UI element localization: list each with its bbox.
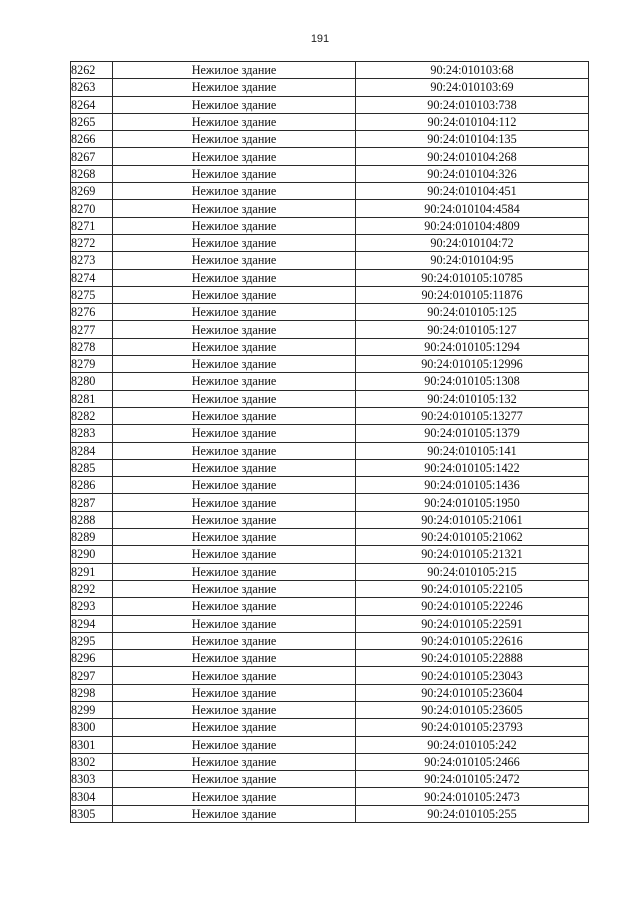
registry-table-body [71, 62, 589, 823]
object-type-cell: Нежилое здание [113, 356, 356, 373]
object-type-cell: Нежилое здание [113, 598, 356, 615]
cadastral-number-cell: 90:24:010104:4809 [356, 217, 589, 234]
row-number-cell: 8278 [71, 338, 113, 355]
row-number-cell: 8304 [71, 788, 113, 805]
table-row [71, 580, 589, 597]
object-type-cell: Нежилое здание [113, 650, 356, 667]
row-number-cell: 8279 [71, 356, 113, 373]
table-row [71, 148, 589, 165]
table-row [71, 598, 589, 615]
table-row [71, 338, 589, 355]
row-number-cell: 8281 [71, 390, 113, 407]
table-row [71, 529, 589, 546]
row-number-cell: 8276 [71, 304, 113, 321]
table-row [71, 304, 589, 321]
row-number-cell: 8268 [71, 165, 113, 182]
object-type-cell: Нежилое здание [113, 667, 356, 684]
cadastral-number-cell: 90:24:010105:22616 [356, 632, 589, 649]
table-row [71, 165, 589, 182]
cadastral-number-cell: 90:24:010105:10785 [356, 269, 589, 286]
row-number-cell: 8275 [71, 286, 113, 303]
table-row [71, 373, 589, 390]
table-row [71, 200, 589, 217]
cadastral-number-cell: 90:24:010104:451 [356, 183, 589, 200]
table-row [71, 286, 589, 303]
table-row [71, 252, 589, 269]
table-row [71, 390, 589, 407]
object-type-cell: Нежилое здание [113, 459, 356, 476]
table-row [71, 113, 589, 130]
object-type-cell: Нежилое здание [113, 269, 356, 286]
cadastral-number-cell: 90:24:010105:21061 [356, 511, 589, 528]
cadastral-number-cell: 90:24:010105:1379 [356, 425, 589, 442]
object-type-cell: Нежилое здание [113, 234, 356, 251]
object-type-cell: Нежилое здание [113, 252, 356, 269]
table-row [71, 459, 589, 476]
table-row [71, 494, 589, 511]
object-type-cell: Нежилое здание [113, 165, 356, 182]
cadastral-number-cell: 90:24:010105:1308 [356, 373, 589, 390]
object-type-cell: Нежилое здание [113, 442, 356, 459]
cadastral-number-cell: 90:24:010105:215 [356, 563, 589, 580]
object-type-cell: Нежилое здание [113, 580, 356, 597]
row-number-cell: 8296 [71, 650, 113, 667]
object-type-cell: Нежилое здание [113, 131, 356, 148]
table-row [71, 425, 589, 442]
cadastral-number-cell: 90:24:010105:1436 [356, 477, 589, 494]
object-type-cell: Нежилое здание [113, 684, 356, 701]
object-type-cell: Нежилое здание [113, 771, 356, 788]
object-type-cell: Нежилое здание [113, 338, 356, 355]
object-type-cell: Нежилое здание [113, 79, 356, 96]
row-number-cell: 8297 [71, 667, 113, 684]
row-number-cell: 8282 [71, 407, 113, 424]
table-row [71, 217, 589, 234]
cadastral-number-cell: 90:24:010105:2473 [356, 788, 589, 805]
property-registry-table [70, 61, 589, 823]
cadastral-number-cell: 90:24:010105:13277 [356, 407, 589, 424]
cadastral-number-cell: 90:24:010105:22591 [356, 615, 589, 632]
cadastral-number-cell: 90:24:010105:1422 [356, 459, 589, 476]
row-number-cell: 8285 [71, 459, 113, 476]
object-type-cell: Нежилое здание [113, 701, 356, 718]
row-number-cell: 8288 [71, 511, 113, 528]
cadastral-number-cell: 90:24:010105:255 [356, 805, 589, 822]
table-row [71, 62, 589, 79]
object-type-cell: Нежилое здание [113, 200, 356, 217]
row-number-cell: 8287 [71, 494, 113, 511]
object-type-cell: Нежилое здание [113, 805, 356, 822]
cadastral-number-cell: 90:24:010104:4584 [356, 200, 589, 217]
table-row [71, 615, 589, 632]
cadastral-number-cell: 90:24:010105:22888 [356, 650, 589, 667]
table-row [71, 79, 589, 96]
object-type-cell: Нежилое здание [113, 425, 356, 442]
cadastral-number-cell: 90:24:010104:135 [356, 131, 589, 148]
cadastral-number-cell: 90:24:010105:242 [356, 736, 589, 753]
object-type-cell: Нежилое здание [113, 217, 356, 234]
cadastral-number-cell: 90:24:010105:141 [356, 442, 589, 459]
row-number-cell: 8284 [71, 442, 113, 459]
row-number-cell: 8286 [71, 477, 113, 494]
table-row [71, 684, 589, 701]
row-number-cell: 8265 [71, 113, 113, 130]
object-type-cell: Нежилое здание [113, 96, 356, 113]
cadastral-number-cell: 90:24:010105:23043 [356, 667, 589, 684]
row-number-cell: 8294 [71, 615, 113, 632]
row-number-cell: 8272 [71, 234, 113, 251]
row-number-cell: 8293 [71, 598, 113, 615]
table-row [71, 701, 589, 718]
cadastral-number-cell: 90:24:010104:95 [356, 252, 589, 269]
row-number-cell: 8262 [71, 62, 113, 79]
object-type-cell: Нежилое здание [113, 632, 356, 649]
row-number-cell: 8291 [71, 563, 113, 580]
object-type-cell: Нежилое здание [113, 753, 356, 770]
row-number-cell: 8274 [71, 269, 113, 286]
cadastral-number-cell: 90:24:010105:1950 [356, 494, 589, 511]
object-type-cell: Нежилое здание [113, 546, 356, 563]
cadastral-number-cell: 90:24:010105:23605 [356, 701, 589, 718]
table-row [71, 632, 589, 649]
row-number-cell: 8305 [71, 805, 113, 822]
table-row [71, 771, 589, 788]
row-number-cell: 8267 [71, 148, 113, 165]
row-number-cell: 8295 [71, 632, 113, 649]
cadastral-number-cell: 90:24:010104:72 [356, 234, 589, 251]
object-type-cell: Нежилое здание [113, 373, 356, 390]
object-type-cell: Нежилое здание [113, 304, 356, 321]
object-type-cell: Нежилое здание [113, 511, 356, 528]
object-type-cell: Нежилое здание [113, 563, 356, 580]
cadastral-number-cell: 90:24:010104:112 [356, 113, 589, 130]
row-number-cell: 8277 [71, 321, 113, 338]
cadastral-number-cell: 90:24:010105:21321 [356, 546, 589, 563]
object-type-cell: Нежилое здание [113, 615, 356, 632]
table-row [71, 96, 589, 113]
cadastral-number-cell: 90:24:010103:69 [356, 79, 589, 96]
row-number-cell: 8273 [71, 252, 113, 269]
table-row [71, 321, 589, 338]
object-type-cell: Нежилое здание [113, 788, 356, 805]
table-row [71, 511, 589, 528]
table-row [71, 546, 589, 563]
cadastral-number-cell: 90:24:010103:68 [356, 62, 589, 79]
object-type-cell: Нежилое здание [113, 286, 356, 303]
cadastral-number-cell: 90:24:010105:11876 [356, 286, 589, 303]
cadastral-number-cell: 90:24:010105:127 [356, 321, 589, 338]
row-number-cell: 8280 [71, 373, 113, 390]
object-type-cell: Нежилое здание [113, 390, 356, 407]
row-number-cell: 8301 [71, 736, 113, 753]
row-number-cell: 8292 [71, 580, 113, 597]
object-type-cell: Нежилое здание [113, 407, 356, 424]
table-row [71, 805, 589, 822]
table-row [71, 269, 589, 286]
table-row [71, 563, 589, 580]
table-row [71, 477, 589, 494]
table-row [71, 407, 589, 424]
table-row [71, 650, 589, 667]
row-number-cell: 8303 [71, 771, 113, 788]
object-type-cell: Нежилое здание [113, 736, 356, 753]
cadastral-number-cell: 90:24:010105:23604 [356, 684, 589, 701]
row-number-cell: 8299 [71, 701, 113, 718]
cadastral-number-cell: 90:24:010105:125 [356, 304, 589, 321]
table-row [71, 719, 589, 736]
row-number-cell: 8289 [71, 529, 113, 546]
cadastral-number-cell: 90:24:010105:1294 [356, 338, 589, 355]
row-number-cell: 8271 [71, 217, 113, 234]
cadastral-number-cell: 90:24:010105:2472 [356, 771, 589, 788]
cadastral-number-cell: 90:24:010105:2466 [356, 753, 589, 770]
cadastral-number-cell: 90:24:010104:326 [356, 165, 589, 182]
table-row [71, 736, 589, 753]
row-number-cell: 8263 [71, 79, 113, 96]
table-row [71, 356, 589, 373]
row-number-cell: 8270 [71, 200, 113, 217]
row-number-cell: 8298 [71, 684, 113, 701]
object-type-cell: Нежилое здание [113, 62, 356, 79]
row-number-cell: 8300 [71, 719, 113, 736]
page-number: 191 [310, 33, 330, 45]
table-row [71, 442, 589, 459]
row-number-cell: 8302 [71, 753, 113, 770]
object-type-cell: Нежилое здание [113, 719, 356, 736]
object-type-cell: Нежилое здание [113, 529, 356, 546]
object-type-cell: Нежилое здание [113, 148, 356, 165]
cadastral-number-cell: 90:24:010105:22105 [356, 580, 589, 597]
row-number-cell: 8269 [71, 183, 113, 200]
table-row [71, 234, 589, 251]
cadastral-number-cell: 90:24:010105:132 [356, 390, 589, 407]
cadastral-number-cell: 90:24:010105:21062 [356, 529, 589, 546]
cadastral-number-cell: 90:24:010105:22246 [356, 598, 589, 615]
row-number-cell: 8264 [71, 96, 113, 113]
table-row [71, 753, 589, 770]
cadastral-number-cell: 90:24:010105:12996 [356, 356, 589, 373]
cadastral-number-cell: 90:24:010104:268 [356, 148, 589, 165]
row-number-cell: 8290 [71, 546, 113, 563]
cadastral-number-cell: 90:24:010103:738 [356, 96, 589, 113]
object-type-cell: Нежилое здание [113, 321, 356, 338]
object-type-cell: Нежилое здание [113, 113, 356, 130]
table-row [71, 183, 589, 200]
object-type-cell: Нежилое здание [113, 183, 356, 200]
table-row [71, 667, 589, 684]
cadastral-number-cell: 90:24:010105:23793 [356, 719, 589, 736]
object-type-cell: Нежилое здание [113, 477, 356, 494]
table-row [71, 131, 589, 148]
object-type-cell: Нежилое здание [113, 494, 356, 511]
row-number-cell: 8283 [71, 425, 113, 442]
table-row [71, 788, 589, 805]
row-number-cell: 8266 [71, 131, 113, 148]
